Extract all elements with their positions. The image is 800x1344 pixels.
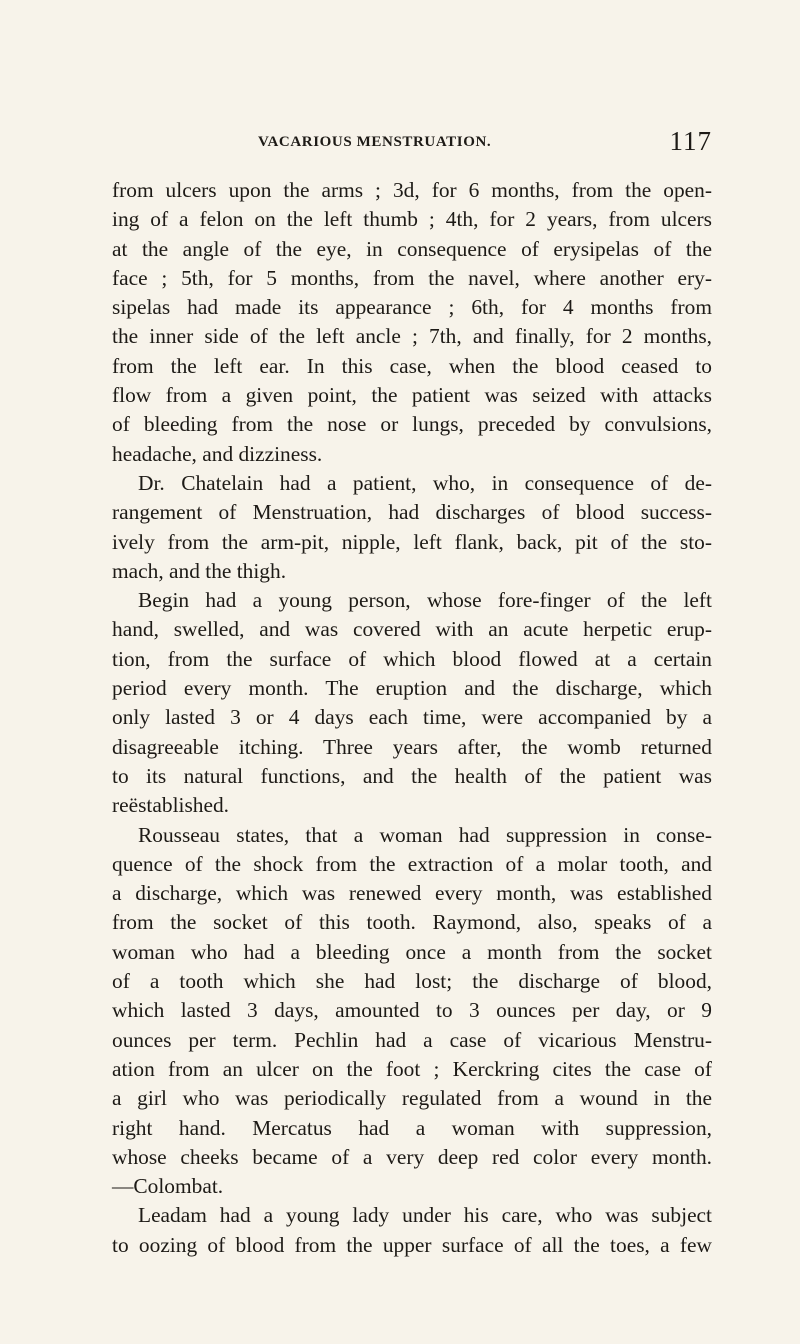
paragraph-start: Begin had a young person, whose fore-finger of the left (138, 588, 712, 613)
text-line: disagreeable itching. Three years after, the womb returned (112, 734, 712, 759)
text-line: headache, and dizziness. (112, 441, 323, 466)
text-line: which lasted 3 days, amounted to 3 ounces per day, or 9 (112, 998, 712, 1023)
text-line: a girl who was periodically regulated from a wound in the (112, 1086, 712, 1111)
text-line: tion, from the surface of which blood flowed at a certain (112, 646, 712, 671)
text-line: face ; 5th, for 5 months, from the navel, where another ery- (112, 265, 712, 290)
text-line: quence of the shock from the extraction of a molar tooth, and (112, 851, 712, 876)
paragraph-start: Rousseau states, that a woman had suppression in conse- (138, 822, 712, 847)
text-line: —Colombat. (112, 1174, 224, 1199)
body-text (112, 176, 712, 1260)
text-line: from ulcers upon the arms ; 3d, for 6 months, from the open- (112, 178, 712, 202)
text-line: of a tooth which she had lost; the discharge of blood, (112, 969, 712, 994)
page-header (112, 126, 712, 166)
running-head: VACARIOUS MENSTRUATION. (258, 134, 492, 150)
text-line: to oozing of blood from the upper surface of all the toes, a few (112, 1232, 712, 1257)
text-line: at the angle of the eye, in consequence of erysipelas of the (112, 236, 712, 261)
text-line: ounces per term. Pechlin had a case of vicarious Menstru- (112, 1027, 712, 1052)
text-line: ively from the arm-pit, nipple, left flank, back, pit of the sto- (112, 529, 712, 554)
text-line: period every month. The eruption and the discharge, which (112, 676, 712, 701)
text-line: only lasted 3 or 4 days each time, were accompanied by a (112, 705, 712, 730)
text-line: mach, and the thigh. (112, 558, 287, 583)
text-line: from the socket of this tooth. Raymond, also, speaks of a (112, 910, 712, 935)
text-line: rangement of Menstruation, had discharges of blood success- (112, 500, 712, 525)
text-line: the inner side of the left ancle ; 7th, and finally, for 2 months, (112, 324, 712, 349)
text-line: reëstablished. (112, 793, 230, 818)
text-line: ing of a felon on the left thumb ; 4th, for 2 years, from ulcers (112, 207, 712, 232)
text-line: a discharge, which was renewed every month, was established (112, 881, 712, 906)
text-line: ation from an ulcer on the foot ; Kerckring cites the case of (112, 1056, 712, 1081)
text-line: flow from a given point, the patient was seized with attacks (112, 383, 712, 408)
text-line: right hand. Mercatus had a woman with suppression, (112, 1115, 712, 1140)
page-number: 117 (669, 126, 712, 156)
text-line: sipelas had made its appearance ; 6th, for 4 months from (112, 295, 712, 320)
text-line: hand, swelled, and was covered with an acute herpetic erup- (112, 617, 712, 642)
text-line: of bleeding from the nose or lungs, preceded by convulsions, (112, 412, 712, 437)
paragraph-start: Leadam had a young lady under his care, who was subject (138, 1203, 712, 1228)
text-line: from the left ear. In this case, when the blood ceased to (112, 353, 712, 378)
text-line: woman who had a bleeding once a month from the socket (112, 939, 712, 964)
text-line: whose cheeks became of a very deep red color every month. (112, 1144, 712, 1169)
text-line: to its natural functions, and the health of the patient was (112, 763, 712, 788)
paragraph-start: Dr. Chatelain had a patient, who, in consequence of de- (138, 470, 712, 495)
